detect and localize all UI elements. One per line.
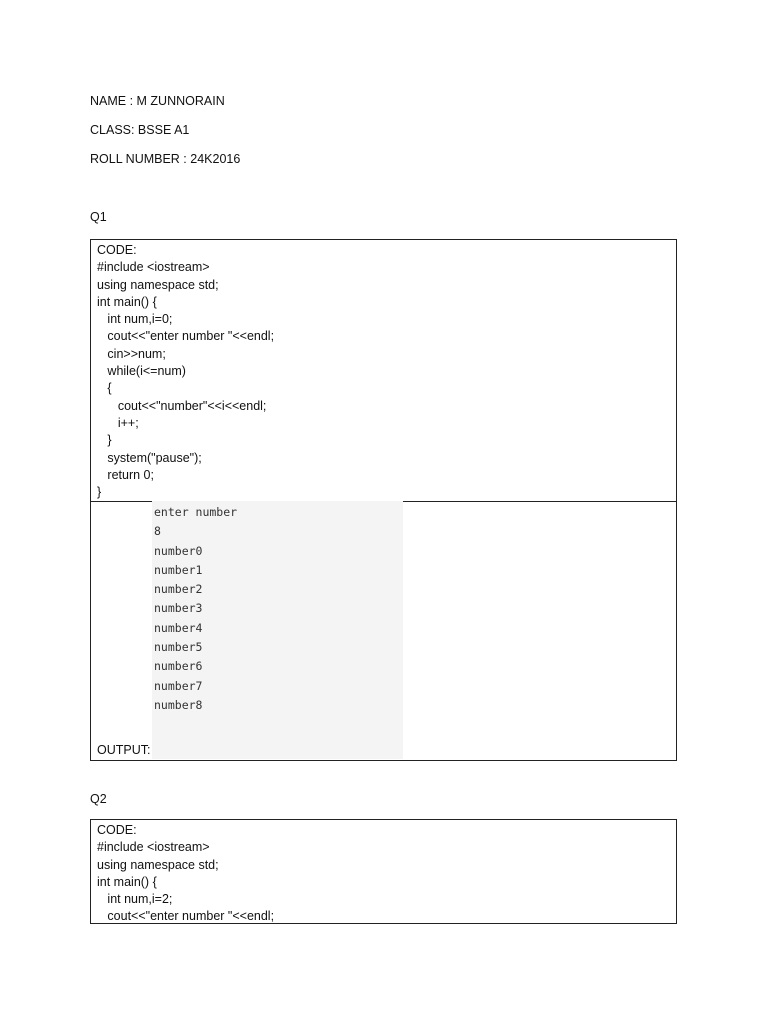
terminal-line: 8 xyxy=(154,524,161,539)
code-line: CODE: xyxy=(97,243,137,257)
code-line: system("pause"); xyxy=(97,450,202,465)
terminal-line: number3 xyxy=(154,601,203,616)
student-name: NAME : M ZUNNORAIN xyxy=(90,94,225,108)
student-class: CLASS: BSSE A1 xyxy=(90,123,190,137)
terminal-line: enter number xyxy=(154,505,238,519)
q2-table xyxy=(90,819,677,924)
code-line: cout<<"number"<<i<<endl; xyxy=(97,398,267,413)
terminal-line: number7 xyxy=(154,678,203,693)
q1-label: Q1 xyxy=(90,210,107,224)
q2-code-cell xyxy=(91,820,676,924)
terminal-line: number0 xyxy=(154,543,203,558)
code-line: return 0; xyxy=(97,467,154,482)
code-line: } xyxy=(97,433,112,448)
code-line: CODE: xyxy=(97,823,137,837)
code-line: int num,i=0; xyxy=(97,312,173,327)
terminal-line: number6 xyxy=(154,659,203,674)
code-line: #include <iostream> xyxy=(97,260,210,275)
code-line: int main() { xyxy=(97,294,157,309)
code-line: using namespace std; xyxy=(97,277,219,292)
terminal-line: number8 xyxy=(154,697,203,712)
code-line: int main() { xyxy=(97,874,157,889)
q1-code-cell xyxy=(91,240,676,501)
q1-table xyxy=(90,239,677,761)
code-line: while(i<=num) xyxy=(97,364,186,379)
code-line: { xyxy=(97,381,112,396)
code-line: #include <iostream> xyxy=(97,840,210,855)
code-line: cin>>num; xyxy=(97,346,166,361)
q1-output-label: OUTPUT: xyxy=(97,743,151,757)
q1-terminal-output xyxy=(152,501,403,759)
code-line: cout<<"enter number "<<endl; xyxy=(97,329,275,344)
terminal-line: number2 xyxy=(154,582,203,597)
code-line: i++; xyxy=(97,415,139,430)
code-line: } xyxy=(97,485,102,500)
code-line: cout<<"enter number "<<endl; xyxy=(97,909,275,924)
code-line: using namespace std; xyxy=(97,857,219,872)
q2-label: Q2 xyxy=(90,792,107,806)
terminal-line: number4 xyxy=(154,620,203,635)
code-line: int num,i=2; xyxy=(97,892,173,907)
terminal-line: number5 xyxy=(154,640,203,655)
roll-number: ROLL NUMBER : 24K2016 xyxy=(90,152,241,166)
terminal-line: number1 xyxy=(154,562,203,577)
